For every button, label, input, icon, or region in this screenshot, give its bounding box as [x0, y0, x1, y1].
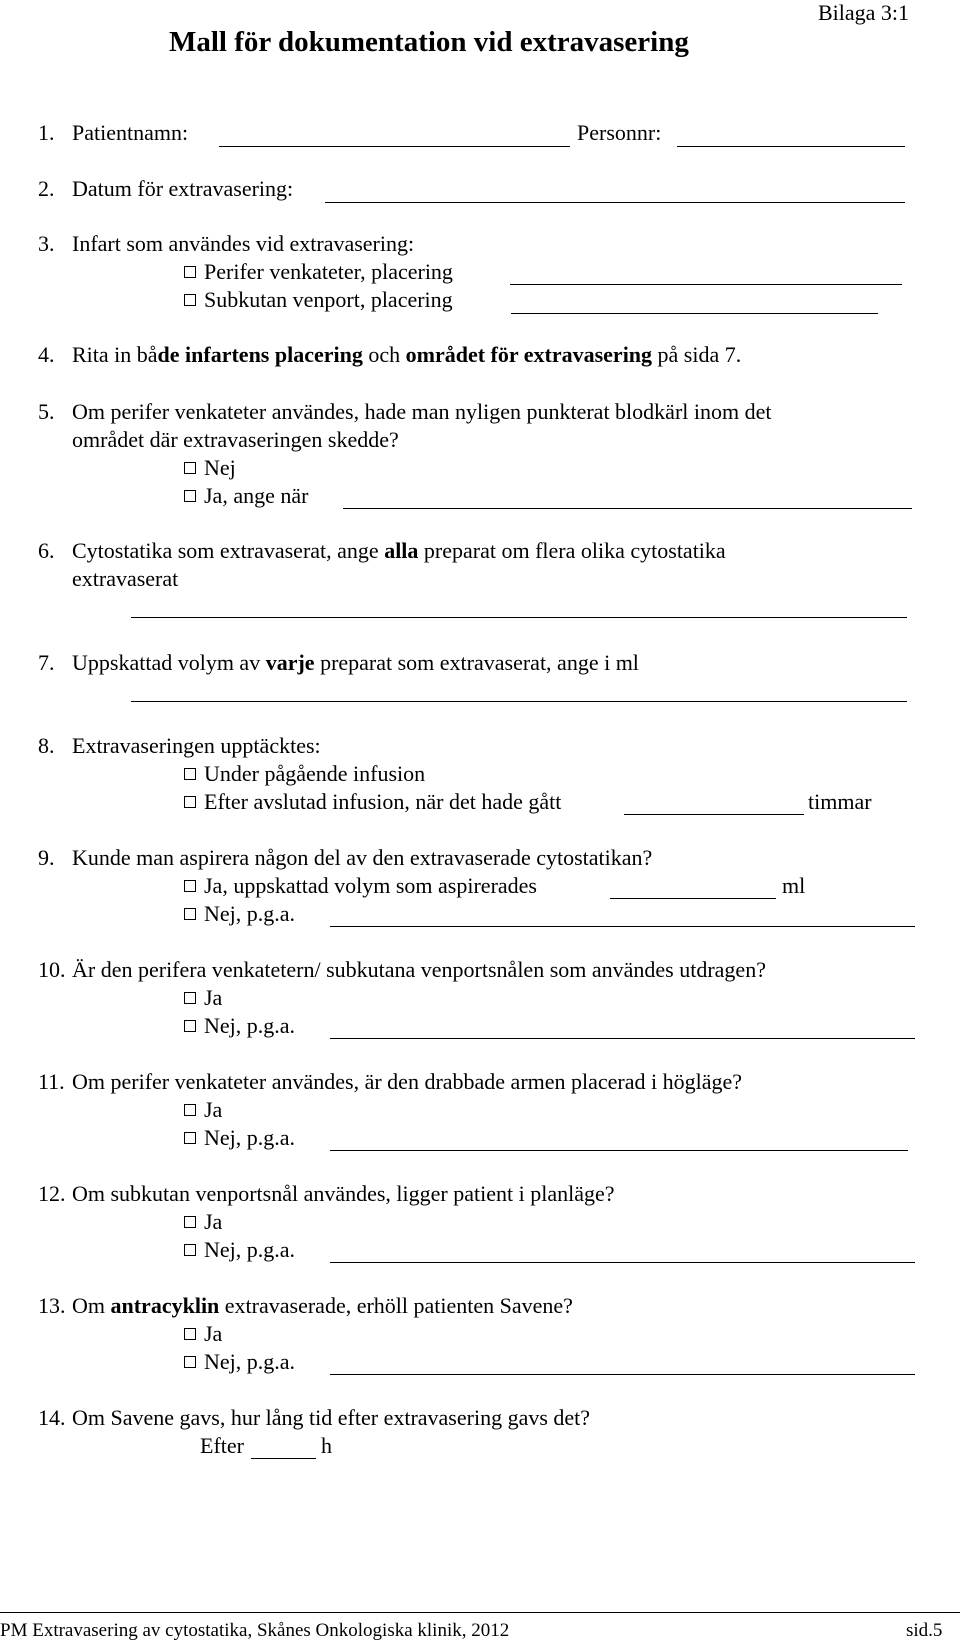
subkutan-placement-field[interactable]: [511, 313, 878, 314]
q8-option-efter[interactable]: Efter avslutad infusion, när det hade gått: [184, 791, 561, 813]
q8-label: Extravaseringen upptäcktes:: [72, 733, 321, 758]
q2-number: 2.: [38, 176, 55, 201]
q5-line2: området där extravaseringen skedde?: [72, 427, 399, 452]
q10-reason-field[interactable]: [330, 1038, 915, 1039]
checkbox-icon[interactable]: [184, 1104, 196, 1116]
q6-line2: extravaserat: [72, 566, 179, 591]
q12-reason-field[interactable]: [330, 1262, 915, 1263]
q9-option-ja[interactable]: Ja, uppskattad volym som aspirerades: [184, 875, 537, 897]
q1-number: 1.: [38, 120, 55, 145]
q13-reason-field[interactable]: [330, 1374, 915, 1375]
q9-option-nej[interactable]: Nej, p.g.a.: [184, 903, 295, 925]
q3-number: 3.: [38, 231, 55, 256]
q3-label: Infart som användes vid extravasering:: [72, 231, 415, 256]
personnr-field[interactable]: [677, 146, 905, 147]
q9-unit: ml: [782, 873, 806, 898]
checkbox-icon[interactable]: [184, 1132, 196, 1144]
checkbox-icon[interactable]: [184, 1244, 196, 1256]
checkbox-icon[interactable]: [184, 908, 196, 920]
checkbox-icon[interactable]: [184, 880, 196, 892]
q13-option-ja[interactable]: Ja: [184, 1323, 222, 1345]
checkbox-icon[interactable]: [184, 796, 196, 808]
q12-option-ja[interactable]: Ja: [184, 1211, 222, 1233]
checkbox-icon[interactable]: [184, 768, 196, 780]
q5-when-field[interactable]: [343, 508, 912, 509]
q3-option-perifer[interactable]: Perifer venkateter, placering: [184, 261, 453, 283]
footer-text: PM Extravasering av cytostatika, Skånes Onkologiska klinik, 2012: [0, 1620, 510, 1641]
q10-label: Är den perifera venkatetern/ subkutana venportsnålen som användes utdragen?: [72, 957, 766, 982]
q2-label: Datum för extravasering:: [72, 176, 294, 201]
q9-label: Kunde man aspirera någon del av den extravaserade cytostatikan?: [72, 845, 653, 870]
q14-label: Om Savene gavs, hur lång tid efter extravasering gavs det?: [72, 1405, 591, 1430]
q8-unit: timmar: [808, 789, 872, 814]
q3-option-subkutan[interactable]: Subkutan venport, placering: [184, 289, 453, 311]
q5-line1: Om perifer venkateter användes, hade man nyligen punkterat blodkärl inom det: [72, 399, 772, 424]
checkbox-icon[interactable]: [184, 1328, 196, 1340]
q8-number: 8.: [38, 733, 55, 758]
q14-time-field[interactable]: [251, 1458, 316, 1459]
q13-option-nej[interactable]: Nej, p.g.a.: [184, 1351, 295, 1373]
page-title: Mall för dokumentation vid extravasering: [169, 26, 689, 58]
appendix-label: Bilaga 3:1: [818, 0, 910, 25]
checkbox-icon[interactable]: [184, 992, 196, 1004]
q11-option-nej[interactable]: Nej, p.g.a.: [184, 1127, 295, 1149]
q10-option-nej[interactable]: Nej, p.g.a.: [184, 1015, 295, 1037]
q7-volume-field[interactable]: [131, 701, 907, 702]
perifer-placement-field[interactable]: [510, 284, 902, 285]
q11-number: 11.: [38, 1069, 65, 1094]
q1-label: Patientnamn:: [72, 120, 189, 145]
q12-number: 12.: [38, 1181, 66, 1206]
q4-text: Rita in både infartens placering och området för extravasering på sida 7.: [72, 342, 742, 367]
page-number: sid.5: [906, 1620, 943, 1641]
checkbox-icon[interactable]: [184, 266, 196, 278]
date-field[interactable]: [325, 202, 905, 203]
q7-text: Uppskattad volym av varje preparat som extravaserat, ange i ml: [72, 650, 639, 675]
checkbox-icon[interactable]: [184, 490, 196, 502]
q12-label: Om subkutan venportsnål användes, ligger patient i planläge?: [72, 1181, 615, 1206]
checkbox-icon[interactable]: [184, 1356, 196, 1368]
q13-text: Om antracyklin extravaserade, erhöll patienten Savene?: [72, 1293, 573, 1318]
footer-rule: [0, 1612, 960, 1613]
q5-option-nej[interactable]: Nej: [184, 457, 236, 479]
q6-preparat-field[interactable]: [131, 617, 907, 618]
q9-number: 9.: [38, 845, 55, 870]
q9-reason-field[interactable]: [330, 926, 915, 927]
q6-number: 6.: [38, 538, 55, 563]
q14-unit: h: [321, 1433, 332, 1458]
q6-line1: Cytostatika som extravaserat, ange alla preparat om flera olika cytostatika: [72, 538, 726, 563]
q10-number: 10.: [38, 957, 66, 982]
q7-number: 7.: [38, 650, 55, 675]
patient-name-field[interactable]: [219, 146, 570, 147]
q14-pre: Efter: [200, 1433, 244, 1458]
q4-number: 4.: [38, 342, 55, 367]
q10-option-ja[interactable]: Ja: [184, 987, 222, 1009]
q5-number: 5.: [38, 399, 55, 424]
q11-reason-field[interactable]: [330, 1150, 908, 1151]
q9-volume-field[interactable]: [610, 898, 776, 899]
checkbox-icon[interactable]: [184, 462, 196, 474]
q5-option-ja[interactable]: Ja, ange när: [184, 485, 308, 507]
checkbox-icon[interactable]: [184, 1020, 196, 1032]
q13-number: 13.: [38, 1293, 66, 1318]
q8-hours-field[interactable]: [624, 814, 804, 815]
checkbox-icon[interactable]: [184, 294, 196, 306]
q11-option-ja[interactable]: Ja: [184, 1099, 222, 1121]
q1-label2: Personnr:: [577, 120, 662, 145]
q8-option-under[interactable]: Under pågående infusion: [184, 763, 425, 785]
q12-option-nej[interactable]: Nej, p.g.a.: [184, 1239, 295, 1261]
q11-label: Om perifer venkateter användes, är den drabbade armen placerad i högläge?: [72, 1069, 743, 1094]
checkbox-icon[interactable]: [184, 1216, 196, 1228]
q14-number: 14.: [38, 1405, 66, 1430]
